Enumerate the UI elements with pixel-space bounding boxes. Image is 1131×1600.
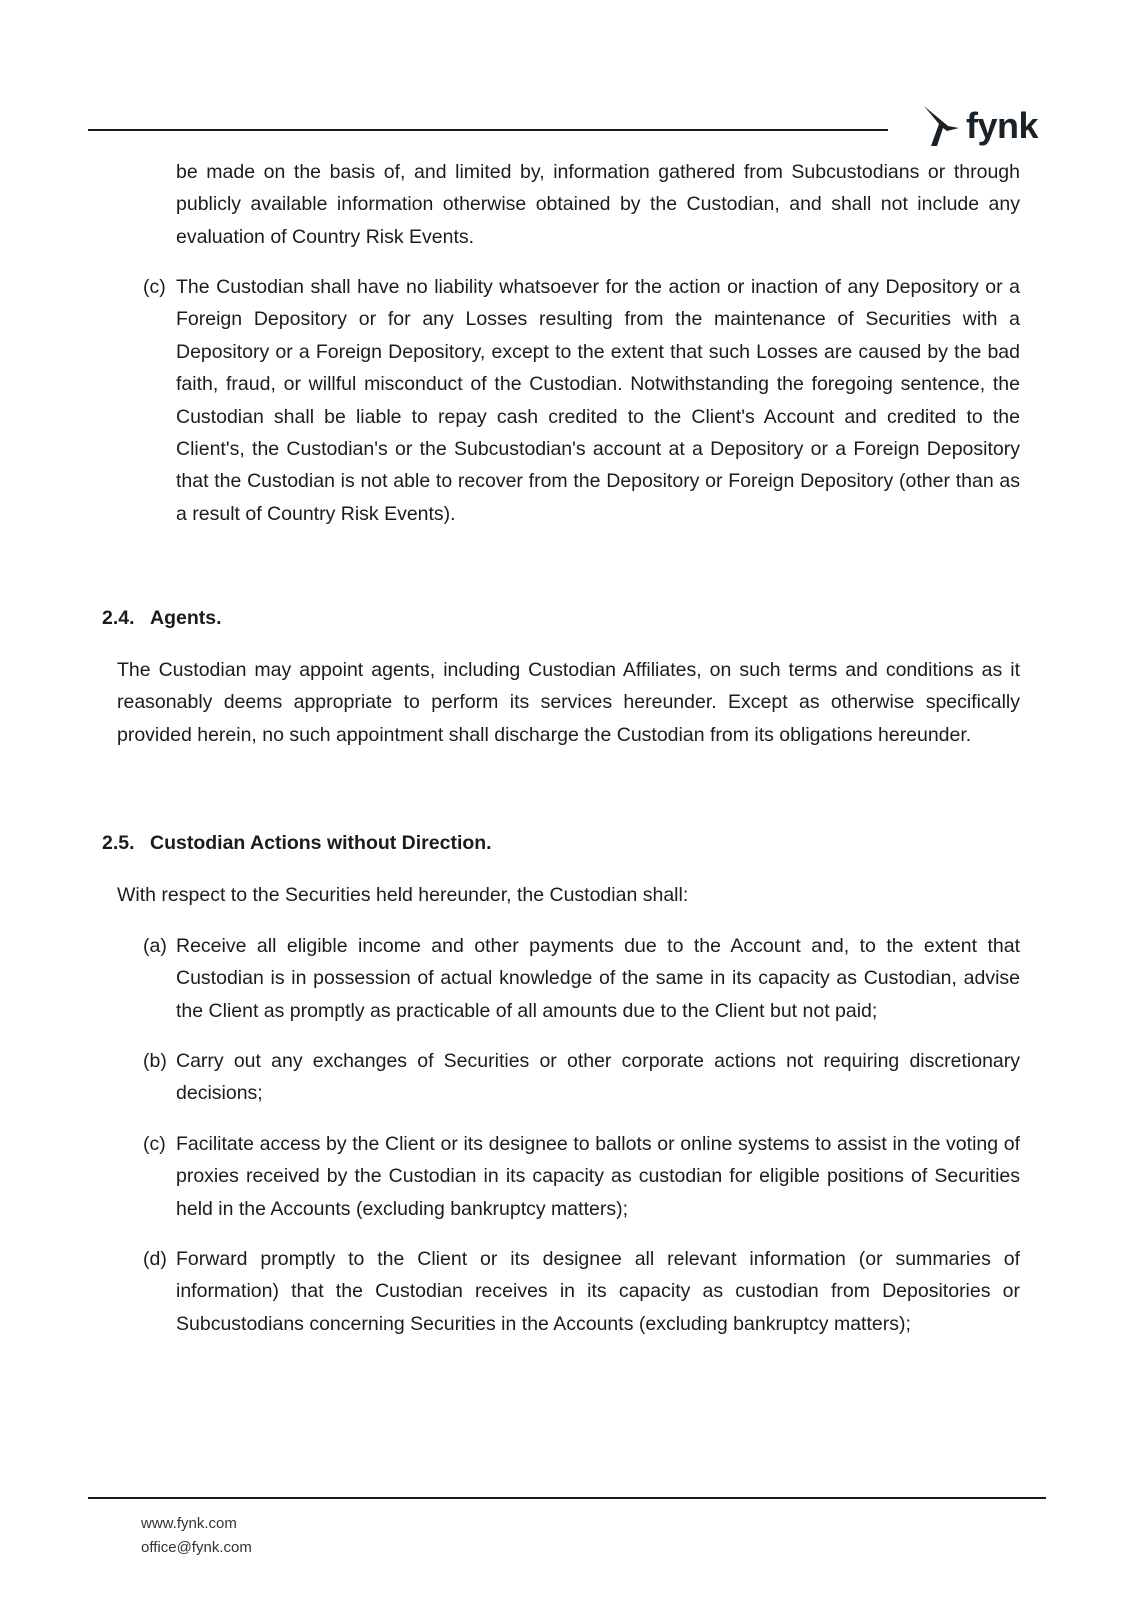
list-marker: (b) [143,1050,167,1072]
section-intro: With respect to the Securities held hereunder, the Custodian shall: [117,884,689,906]
section-heading-2-4 [102,606,222,630]
footer-rule [88,1497,1046,1499]
footer-email[interactable]: office@fynk.com [141,1539,252,1556]
list-item-c [143,1128,1020,1225]
list-item-b [143,1045,1020,1110]
fynk-logo [922,104,1038,148]
list-item-d [143,1243,1020,1340]
list-item-c-liability [143,271,1020,530]
list-marker: (a) [143,935,167,957]
footer-website[interactable]: www.fynk.com [141,1515,237,1532]
list-item-text: Forward promptly to the Client or its designee all relevant information (or summaries of information) that the Custodian receives in its capacity as custodian from Depositories or Subcustodians concerning Securities in the Accounts (excluding bankruptcy matters); [176,1248,1020,1335]
header-rule [88,129,888,131]
list-item-text: Receive all eligible income and other payments due to the Account and, to the extent that Custodian is in possession of actual knowledge of the same in its capacity as Custodian, advise the Client as promptly as practicable of all amounts due to the Client but not paid; [176,935,1020,1022]
continuation-paragraph: be made on the basis of, and limited by, information gathered from Subcustodians or through publicly available information otherwise obtained by the Custodian, and shall not include any evaluation of Country Risk Events. [176,161,1020,248]
section-title: Custodian Actions without Direction. [150,832,492,854]
list-item-text: Carry out any exchanges of Securities or other corporate actions not requiring discretionary decisions; [176,1050,1020,1105]
list-marker: (c) [143,1133,166,1155]
section-number: 2.5. [102,832,135,854]
section-title: Agents. [150,607,222,629]
agents-paragraph: The Custodian may appoint agents, including Custodian Affiliates, on such terms and conditions as it reasonably deems appropriate to perform its services hereunder. Except as otherwise specifically provided herein, no such appointment shall discharge the Custodian from its obligations hereunder. [117,659,1020,746]
bird-icon [922,104,960,148]
list-item-text: Facilitate access by the Client or its designee to ballots or online systems to assist in the voting of proxies received by the Custodian in its capacity as custodian for eligible positions of Securities held in the Accounts (excluding bankruptcy matters); [176,1133,1020,1220]
list-marker: (c) [143,276,166,298]
logo-text: fynk [966,105,1039,146]
list-marker: (d) [143,1248,167,1270]
list-item-text: The Custodian shall have no liability whatsoever for the action or inaction of any Depository or a Foreign Depository or for any Losses resulting from the maintenance of Securities with a Depository or a Foreign Depository, except to the extent that such Losses are caused by the bad faith, fraud, or willful misconduct of the Custodian. Notwithstanding the foregoing sentence, the Custodian shall be liable to repay cash credited to the Client's Account and credited to the Client's, the Custodian's or the Subcustodian's account at a Depository or a Foreign Depository that the Custodian is not able to recover from the Depository or Foreign Depository (other than as a result of Country Risk Events). [176,276,1020,525]
list-item-a [143,930,1020,1027]
section-number: 2.4. [102,607,135,629]
section-heading-2-5 [102,831,492,855]
